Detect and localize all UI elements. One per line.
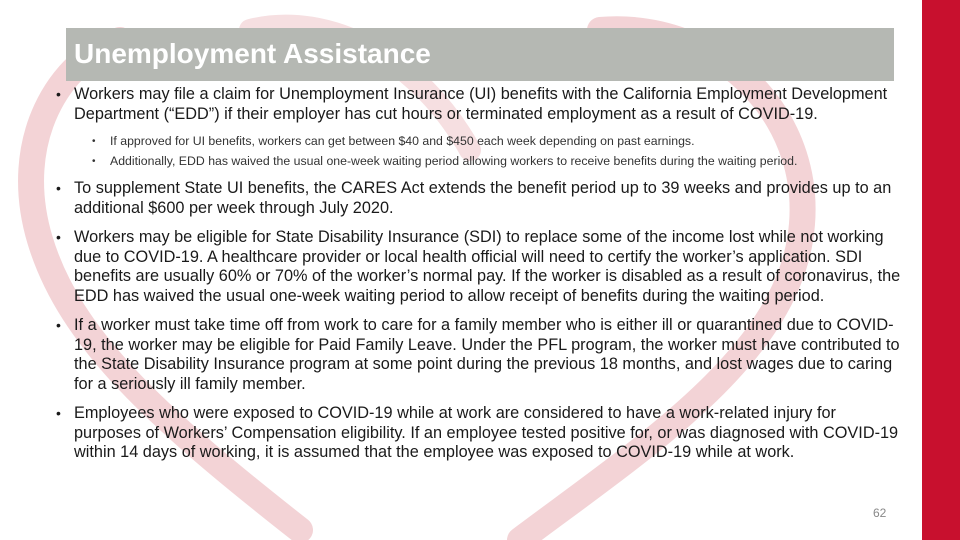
sub-bullet-text: If approved for UI benefits, workers can get between $40 and $450 each week depending on past earnings. [110,134,695,148]
bullet-text: If a worker must take time off from work to care for a family member who is either ill or quarantined due to COVID-19, the worker may be eligible for Paid Family Leave. Under the PFL program, the worker must have contributed to the State Disability Insurance program at some point during the previous 18 months, and lost wages due to caring for a seriously ill family member. [74,316,900,393]
bullet-text: Employees who were exposed to COVID-19 while at work are considered to have a work-related injury for purposes of Workers’ Compensation eligibility. If an employee tested positive for, or was diagnosed with COVID-19 within 14 days of working, it is assumed that the employee was exposed to COVID-19 while at work. [74,404,899,461]
bullet-text: Workers may file a claim for Unemployment Insurance (UI) benefits with the California Employment Development Department (“EDD”) if their employer has cut hours or terminated employment as a result of COVID-19. [74,85,888,123]
bullet-dot-icon: • [92,155,96,167]
bullet-dot-icon: • [92,136,96,147]
bullet-item [56,179,906,218]
bullet-item [56,316,906,394]
bullet-dot-icon: • [56,229,61,245]
bullet-dot-icon: • [56,405,61,421]
slide-title: Unemployment Assistance [74,38,431,69]
bullet-text: To supplement State UI benefits, the CARES Act extends the benefit period up to 39 weeks and provides up to an additional $600 per week through July 2020. [74,179,892,217]
sub-bullet-item [56,132,906,152]
bullet-item [56,404,906,463]
bullet-dot-icon: • [56,180,61,196]
title-bar [66,28,894,81]
bullet-dot-icon: • [56,317,61,333]
sub-bullet-item [56,152,906,172]
accent-side-bar [922,0,960,540]
page-number: 62 [873,506,887,520]
bullet-text: Workers may be eligible for State Disability Insurance (SDI) to replace some of the income lost while not working due to COVID-19. A healthcare provider or local health official will need to certify the worker’s application. SDI benefits are usually 60% or 70% of the worker’s normal pay. If the worker is disabled as a result of coronavirus, the EDD has waived the usual one-week waiting period to allow receipt of benefits during the waiting period. [74,228,901,305]
bullet-list [56,85,906,463]
sub-bullet-text: Additionally, EDD has waived the usual one-week waiting period allowing workers to receive benefits during the waiting period. [110,153,798,168]
bullet-item [56,228,906,306]
bullet-item [56,85,906,124]
bullet-dot-icon: • [56,86,61,102]
